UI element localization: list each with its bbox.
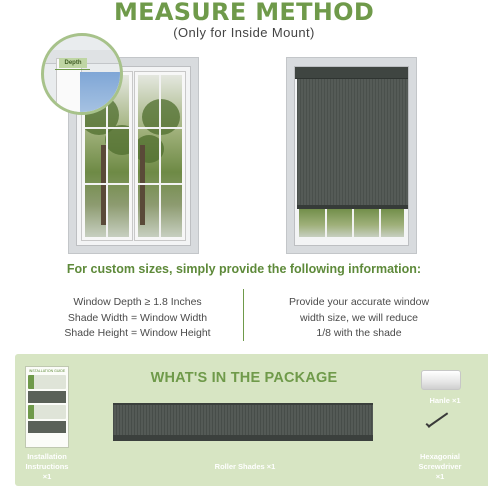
depth-arrow-icon (55, 69, 90, 70)
item-label-roller-shades: Roller Shades ×1 (214, 462, 276, 471)
window-glass (138, 75, 182, 237)
item-label-line: ×1 (42, 472, 52, 481)
custom-size-heading: For custom sizes, simply provide the following information: (66, 262, 422, 276)
item-label-line: Installation (27, 452, 67, 461)
roller-shade-icon (113, 403, 373, 441)
page-title: MEASURE METHOD (113, 0, 375, 26)
item-label-instructions (19, 452, 75, 482)
info-divider (243, 289, 244, 341)
shade-fabric (297, 79, 408, 207)
window-glass (299, 207, 404, 237)
page-subtitle: (Only for Inside Mount) (173, 25, 315, 40)
note-line: width size, we will reduce (300, 311, 418, 324)
item-label-handle: Hanle ×1 (429, 396, 461, 405)
depth-zoom-circle (41, 33, 123, 115)
window-sash-right (134, 71, 186, 241)
booklet-title: INSTALLATION GUIDE (28, 369, 66, 373)
window-with-shade-illustration (286, 57, 417, 254)
rule-width: Shade Width = Window Width (67, 311, 208, 324)
item-label-screwdriver (409, 452, 471, 482)
package-contents-panel (15, 354, 488, 486)
measurement-rules (40, 295, 235, 342)
handle-icon (421, 370, 461, 390)
package-title: WHAT'S IN THE PACKAGE (150, 370, 338, 386)
item-label-line: Hexagonial (419, 452, 460, 461)
note-line: Provide your accurate window (288, 296, 430, 308)
item-label-line: Instructions (25, 462, 69, 471)
depth-label: Depth (59, 58, 87, 68)
rule-depth: Window Depth ≥ 1.8 Inches (73, 296, 202, 308)
item-label-line: Screwdriver (418, 462, 462, 471)
note-line: 1/8 with the shade (316, 327, 402, 339)
rule-height: Shade Height = Window Height (64, 327, 211, 339)
size-reduction-note (264, 295, 454, 342)
window-frame (294, 66, 409, 246)
instruction-booklet-icon (25, 366, 69, 448)
shade-bottom-rail (297, 205, 408, 209)
shade-cassette (294, 67, 409, 79)
item-label-line: ×1 (435, 472, 445, 481)
window-glass-detail (80, 72, 123, 115)
